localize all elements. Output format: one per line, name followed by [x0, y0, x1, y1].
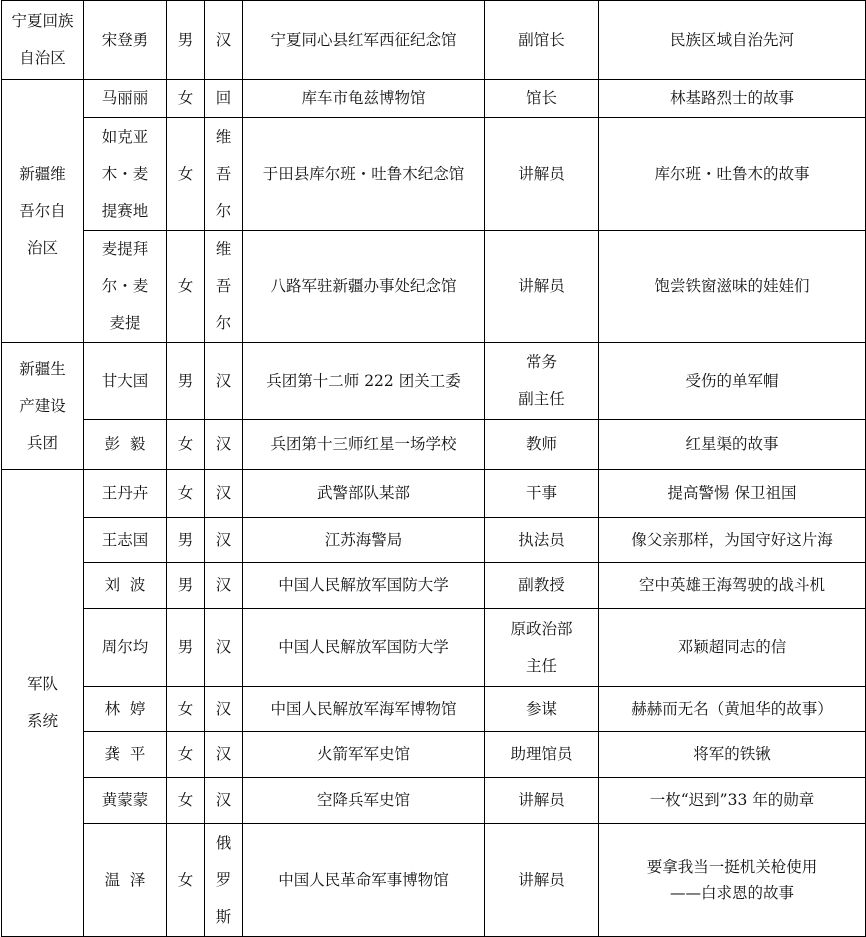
name-cell: 周尔均 — [84, 609, 167, 687]
story-cell: 受伤的单军帽 — [599, 343, 866, 420]
table-row — [2, 563, 866, 609]
name-cell: 黄蒙蒙 — [84, 778, 167, 824]
story-cell: 一枚“迟到”33 年的勋章 — [599, 778, 866, 824]
gender-cell: 男 — [167, 563, 205, 609]
ethnicity-cell: 汉 — [205, 732, 243, 778]
gender-cell: 女 — [167, 732, 205, 778]
name-cell: 温 泽 — [84, 824, 167, 937]
ethnicity-cell: 汉 — [205, 778, 243, 824]
position-cell: 讲解员 — [485, 778, 599, 824]
ethnicity-cell: 俄 罗 斯 — [205, 824, 243, 937]
gender-cell: 女 — [167, 231, 205, 343]
ethnicity-cell: 汉 — [205, 563, 243, 609]
roster-table — [1, 0, 866, 937]
table-row — [2, 518, 866, 563]
name-cell: 王志国 — [84, 518, 167, 563]
gender-cell: 男 — [167, 343, 205, 420]
table-row — [2, 343, 866, 420]
name-cell: 王丹卉 — [84, 470, 167, 518]
org-cell: 中国人民革命军事博物馆 — [243, 824, 485, 937]
table-row — [2, 687, 866, 732]
position-cell: 参谋 — [485, 687, 599, 732]
name-cell: 麦提拜 尔・麦 麦提 — [84, 231, 167, 343]
position-cell: 执法员 — [485, 518, 599, 563]
position-cell: 干事 — [485, 470, 599, 518]
gender-cell: 女 — [167, 420, 205, 470]
story-cell: 赫赫而无名（黄旭华的故事） — [599, 687, 866, 732]
story-cell: 林基路烈士的故事 — [599, 80, 866, 118]
name-cell: 如克亚 木・麦 提赛地 — [84, 118, 167, 231]
table-row — [2, 118, 866, 231]
ethnicity-cell: 汉 — [205, 420, 243, 470]
org-cell: 空降兵军史馆 — [243, 778, 485, 824]
org-cell: 兵团第十二师 222 团关工委 — [243, 343, 485, 420]
table-row — [2, 470, 866, 518]
table-row — [2, 420, 866, 470]
position-cell: 副教授 — [485, 563, 599, 609]
ethnicity-cell: 维 吾 尔 — [205, 118, 243, 231]
story-cell: 邓颖超同志的信 — [599, 609, 866, 687]
name-cell: 龚 平 — [84, 732, 167, 778]
gender-cell: 女 — [167, 778, 205, 824]
name-cell: 林 婷 — [84, 687, 167, 732]
org-cell: 八路军驻新疆办事处纪念馆 — [243, 231, 485, 343]
position-cell: 教师 — [485, 420, 599, 470]
gender-cell: 女 — [167, 470, 205, 518]
story-cell: 红星渠的故事 — [599, 420, 866, 470]
ethnicity-cell: 汉 — [205, 1, 243, 80]
org-cell: 中国人民解放军海军博物馆 — [243, 687, 485, 732]
org-cell: 于田县库尔班・吐鲁木纪念馆 — [243, 118, 485, 231]
name-cell: 宋登勇 — [84, 1, 167, 80]
story-cell: 空中英雄王海驾驶的战斗机 — [599, 563, 866, 609]
story-cell: 将军的铁锹 — [599, 732, 866, 778]
region-cell: 新疆生 产建设 兵团 — [2, 343, 84, 470]
table-row — [2, 732, 866, 778]
table-row — [2, 80, 866, 118]
position-cell: 馆长 — [485, 80, 599, 118]
position-cell: 助理馆员 — [485, 732, 599, 778]
region-cell: 宁夏回族 自治区 — [2, 1, 84, 80]
position-cell: 讲解员 — [485, 231, 599, 343]
story-cell: 库尔班・吐鲁木的故事 — [599, 118, 866, 231]
position-cell: 副馆长 — [485, 1, 599, 80]
ethnicity-cell: 汉 — [205, 609, 243, 687]
ethnicity-cell: 维 吾 尔 — [205, 231, 243, 343]
gender-cell: 男 — [167, 609, 205, 687]
story-cell: 提高警惕 保卫祖国 — [599, 470, 866, 518]
org-cell: 江苏海警局 — [243, 518, 485, 563]
ethnicity-cell: 汉 — [205, 470, 243, 518]
table-row — [2, 778, 866, 824]
position-cell: 原政治部 主任 — [485, 609, 599, 687]
position-cell: 常务 副主任 — [485, 343, 599, 420]
org-cell: 武警部队某部 — [243, 470, 485, 518]
org-cell: 中国人民解放军国防大学 — [243, 609, 485, 687]
gender-cell: 男 — [167, 1, 205, 80]
table-row — [2, 1, 866, 80]
table-row — [2, 824, 866, 937]
ethnicity-cell: 汉 — [205, 518, 243, 563]
table-row — [2, 231, 866, 343]
gender-cell: 女 — [167, 118, 205, 231]
gender-cell: 女 — [167, 687, 205, 732]
org-cell: 宁夏同心县红军西征纪念馆 — [243, 1, 485, 80]
gender-cell: 女 — [167, 80, 205, 118]
org-cell: 库车市龟兹博物馆 — [243, 80, 485, 118]
region-cell: 军队 系统 — [2, 470, 84, 937]
position-cell: 讲解员 — [485, 118, 599, 231]
org-cell: 火箭军军史馆 — [243, 732, 485, 778]
ethnicity-cell: 汉 — [205, 687, 243, 732]
org-cell: 中国人民解放军国防大学 — [243, 563, 485, 609]
gender-cell: 男 — [167, 518, 205, 563]
story-cell: 像父亲那样，为国守好这片海 — [599, 518, 866, 563]
position-cell: 讲解员 — [485, 824, 599, 937]
gender-cell: 女 — [167, 824, 205, 937]
story-cell: 饱尝铁窗滋味的娃娃们 — [599, 231, 866, 343]
name-cell: 彭 毅 — [84, 420, 167, 470]
org-cell: 兵团第十三师红星一场学校 — [243, 420, 485, 470]
table-row — [2, 609, 866, 687]
ethnicity-cell: 汉 — [205, 343, 243, 420]
name-cell: 甘大国 — [84, 343, 167, 420]
story-cell: 要拿我当一挺机关枪使用 ——白求恩的故事 — [599, 824, 866, 937]
name-cell: 刘 波 — [84, 563, 167, 609]
name-cell: 马丽丽 — [84, 80, 167, 118]
story-cell: 民族区域自治先河 — [599, 1, 866, 80]
ethnicity-cell: 回 — [205, 80, 243, 118]
region-cell: 新疆维 吾尔自 治区 — [2, 80, 84, 343]
